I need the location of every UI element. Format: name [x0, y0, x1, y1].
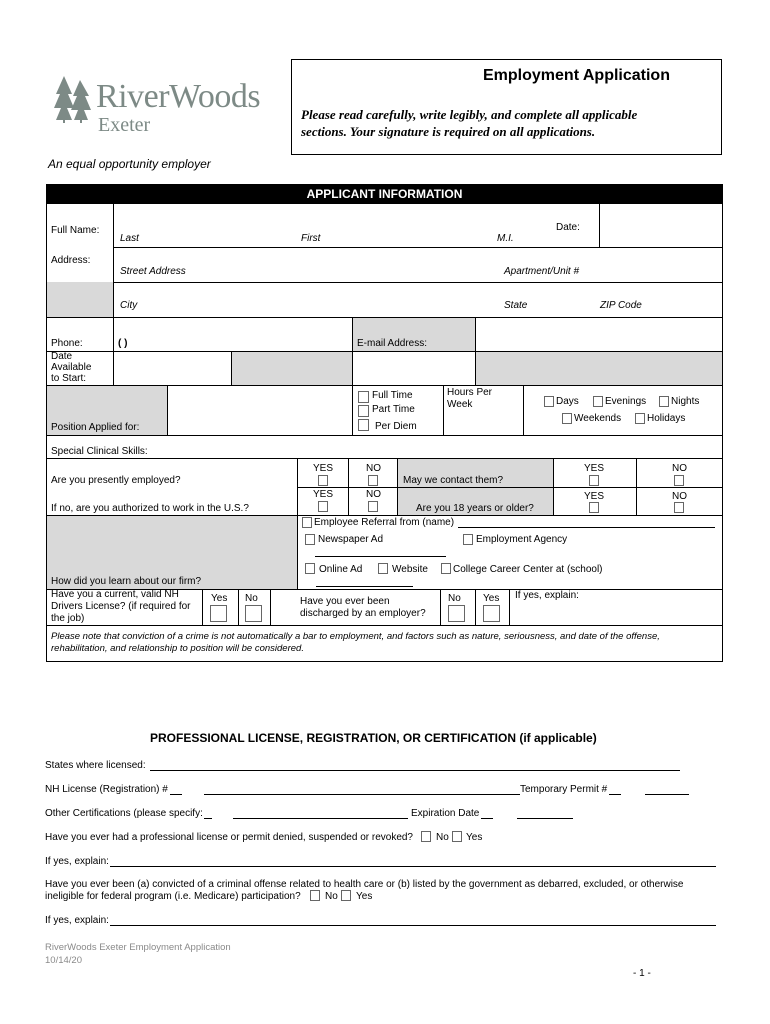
other-certs-line-2[interactable] — [233, 818, 408, 819]
convicted-yes-checkbox[interactable] — [341, 890, 351, 901]
temp-permit-line-2[interactable] — [645, 794, 689, 795]
agency-label: Employment Agency — [476, 534, 568, 545]
state-caption: State — [504, 300, 528, 311]
denied-yes-label: Yes — [466, 832, 483, 843]
convicted-question-1: Have you ever been (a) convicted of a criminal offense related to health care or (b) listed by the government as debarred, excluded, or otherwise — [45, 879, 684, 890]
days-label: Days — [556, 396, 579, 407]
hours-per-week-label-2: Week — [447, 399, 473, 410]
eeo-statement: An equal opportunity employer — [48, 157, 211, 171]
tree-logo-icon — [52, 74, 94, 124]
instructions-line-2: sections. Your signature is required on all applications. — [301, 124, 596, 139]
referral-label: Employee Referral from (name) — [314, 517, 455, 528]
employed-yes-checkbox[interactable] — [318, 475, 328, 486]
college-checkbox[interactable] — [441, 563, 451, 574]
referral-line[interactable] — [458, 527, 715, 528]
discharged-explain-label: If yes, explain: — [515, 590, 579, 601]
holidays-checkbox[interactable] — [635, 413, 645, 424]
section-bar-applicant — [46, 184, 723, 204]
mi-caption: M.I. — [497, 233, 514, 244]
phone-area-code[interactable]: ( ) — [118, 338, 128, 349]
license-no-checkbox[interactable] — [245, 605, 262, 622]
authorized-question: If no, are you authorized to work in the U.S.? — [51, 503, 249, 514]
denied-explain-line[interactable] — [110, 866, 716, 867]
age-yes-checkbox[interactable] — [589, 502, 599, 513]
expiration-line[interactable] — [481, 818, 493, 819]
convicted-explain-line[interactable] — [110, 925, 716, 926]
online-checkbox[interactable] — [305, 563, 315, 574]
date-available-field[interactable] — [114, 352, 230, 384]
full-name-field[interactable] — [114, 205, 598, 246]
contact-question: May we contact them? — [403, 475, 504, 486]
contact-yes-checkbox[interactable] — [589, 475, 599, 486]
contact-yes-label: YES — [584, 463, 605, 474]
per-diem-checkbox[interactable] — [358, 419, 369, 431]
date-label: Date: — [556, 222, 580, 233]
logo — [52, 72, 282, 138]
evenings-label: Evenings — [605, 396, 647, 407]
email-field[interactable] — [476, 318, 722, 350]
newspaper-label: Newspaper Ad — [318, 534, 384, 545]
full-time-label: Full Time — [372, 390, 413, 401]
footer-date: 10/14/20 — [45, 955, 82, 966]
city-state-zip-field[interactable] — [114, 283, 722, 316]
website-checkbox[interactable] — [378, 563, 388, 574]
license-question: Have you a current, valid NH — [51, 589, 179, 600]
email-label: E-mail Address: — [357, 338, 428, 349]
employed-no-checkbox[interactable] — [368, 475, 378, 486]
position-field[interactable] — [168, 386, 351, 434]
page-title: Employment Application — [483, 67, 670, 84]
learn-question: How did you learn about our firm? — [51, 576, 202, 587]
newspaper-checkbox[interactable] — [305, 534, 315, 545]
nh-license-line-2[interactable] — [204, 794, 520, 795]
online-label: Online Ad — [319, 564, 363, 575]
skills-field[interactable] — [160, 436, 722, 457]
footer-doc-name: RiverWoods Exeter Employment Application — [45, 942, 231, 953]
holidays-label: Holidays — [647, 413, 686, 424]
employed-question: Are you presently employed? — [51, 475, 181, 486]
date-available-label-2: Available — [51, 362, 92, 373]
instructions-line-1: Please read carefully, write legibly, and complete all applicable — [301, 107, 638, 122]
convicted-question-2: ineligible for federal program (i.e. Medicare) participation? — [45, 891, 301, 902]
license-yes-checkbox[interactable] — [210, 605, 227, 622]
temp-permit-label: Temporary Permit # — [520, 784, 608, 795]
street-address-field[interactable] — [114, 248, 722, 281]
days-checkbox[interactable] — [544, 396, 554, 407]
discharged-no-label: No — [448, 593, 461, 604]
license-question-3: the job) — [51, 613, 85, 624]
denied-no-checkbox[interactable] — [421, 831, 431, 842]
nh-license-line[interactable] — [170, 794, 182, 795]
age-question: Are you 18 years or older? — [416, 503, 534, 514]
part-time-checkbox[interactable] — [358, 405, 369, 417]
expiration-line-2[interactable] — [517, 818, 573, 819]
newspaper-line[interactable] — [315, 556, 446, 557]
section-title-applicant: APPLICANT INFORMATION — [306, 187, 463, 201]
discharged-question: Have you ever been — [300, 596, 390, 607]
discharged-yes-checkbox[interactable] — [483, 605, 500, 622]
website-label: Website — [392, 564, 428, 575]
denied-no-label: No — [436, 832, 449, 843]
header-box — [291, 59, 722, 155]
temp-permit-line[interactable] — [609, 794, 621, 795]
age-no-checkbox[interactable] — [674, 502, 684, 513]
states-licensed-line[interactable] — [150, 770, 680, 771]
last-name-caption: Last — [120, 233, 139, 244]
street-caption: Street Address — [120, 266, 186, 277]
part-time-label: Part Time — [372, 404, 415, 415]
weekends-checkbox[interactable] — [562, 413, 572, 424]
convicted-no-label: No — [325, 891, 338, 902]
discharged-no-checkbox[interactable] — [448, 605, 465, 622]
nh-license-label: NH License (Registration) # — [45, 784, 168, 795]
discharged-yes-label: Yes — [483, 593, 500, 604]
hours-per-week-label: Hours Per — [447, 387, 493, 398]
zip-caption: ZIP Code — [600, 300, 642, 311]
full-time-checkbox[interactable] — [358, 391, 369, 403]
license-question-2: Drivers License? (if required for — [51, 601, 191, 612]
logo-subtitle: Exeter — [98, 114, 151, 136]
convicted-yes-label: Yes — [356, 891, 373, 902]
license-denied-question: Have you ever had a professional license or permit denied, suspended or revoked? — [45, 832, 413, 843]
online-line[interactable] — [316, 586, 413, 587]
age-yes-label: YES — [584, 491, 605, 502]
nights-checkbox[interactable] — [659, 396, 669, 407]
weekends-label: Weekends — [574, 413, 622, 424]
other-certs-line[interactable] — [204, 818, 212, 819]
first-name-caption: First — [301, 233, 321, 244]
age-no-label: NO — [672, 491, 687, 502]
convicted-explain-label: If yes, explain: — [45, 915, 109, 926]
denied-yes-checkbox[interactable] — [452, 831, 462, 842]
position-label: Position Applied for: — [51, 422, 140, 433]
date-field[interactable] — [600, 205, 722, 246]
discharged-question-2: discharged by an employer? — [300, 608, 426, 619]
phone-label: Phone: — [51, 338, 83, 349]
referral-checkbox[interactable] — [302, 517, 312, 528]
evenings-checkbox[interactable] — [593, 396, 603, 407]
date-available-label-3: to Start: — [51, 373, 87, 384]
convicted-no-checkbox[interactable] — [310, 890, 320, 901]
expiration-label: Expiration Date — [411, 808, 480, 819]
professional-section-title: PROFESSIONAL LICENSE, REGISTRATION, OR CERTIFICATION (if applicable) — [150, 731, 597, 745]
agency-checkbox[interactable] — [463, 534, 473, 545]
denied-explain-label: If yes, explain: — [45, 856, 109, 867]
authorized-yes-checkbox[interactable] — [318, 501, 328, 512]
apt-caption: Apartment/Unit # — [504, 266, 580, 277]
employed-yes-label: YES — [313, 463, 334, 474]
per-diem-label: Per Diem — [375, 421, 417, 432]
page-number: - 1 - — [633, 968, 651, 979]
contact-no-label: NO — [672, 463, 687, 474]
logo-name: RiverWoods — [96, 78, 261, 115]
authorized-no-checkbox[interactable] — [368, 501, 378, 512]
address-label: Address: — [51, 255, 91, 266]
authorized-yes-label: YES — [313, 489, 334, 500]
license-yes-label: Yes — [211, 593, 228, 604]
date-available-label: Date — [51, 351, 73, 362]
authorized-no-label: NO — [366, 489, 381, 500]
contact-no-checkbox[interactable] — [674, 475, 684, 486]
states-licensed-label: States where licensed: — [45, 760, 146, 771]
skills-label: Special Clinical Skills: — [51, 446, 148, 457]
employed-no-label: NO — [366, 463, 381, 474]
full-name-label: Full Name: — [51, 225, 100, 236]
conviction-note-2: rehabilitation, and relationship to position will be considered. — [51, 643, 304, 654]
license-no-label: No — [245, 593, 258, 604]
conviction-note-1: Please note that conviction of a crime is not automatically a bar to employment, and factors such as nature, seriousness, and date of the offense, — [51, 631, 660, 642]
college-label: College Career Center at (school) — [453, 564, 603, 575]
nights-label: Nights — [671, 396, 700, 407]
city-caption: City — [120, 300, 138, 311]
other-certs-label: Other Certifications (please specify: — [45, 808, 203, 819]
